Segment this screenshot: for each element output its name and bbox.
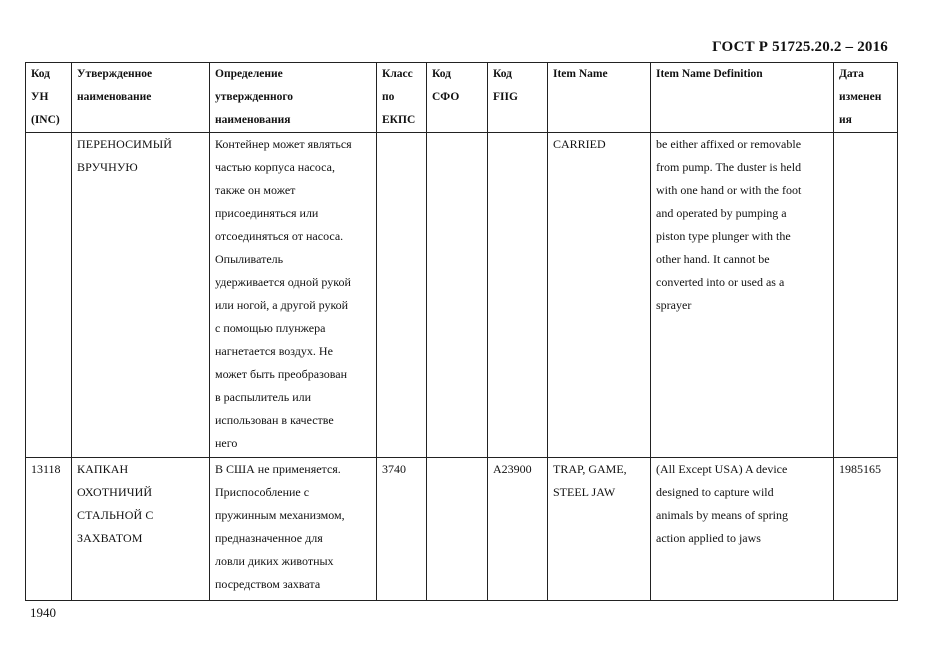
cell-approved-name [72,458,210,601]
header-line: утвержденного [215,91,294,103]
header-sfo-code [427,63,488,133]
cell-line: с помощью плунжера [215,321,326,335]
header-line: наименование [77,91,152,103]
cell-line: пружинным механизмом, [215,508,345,522]
header-inc [26,63,72,133]
document-code: ГОСТ Р 51725.20.2 – 2016 [712,39,888,55]
header-definition [210,63,377,133]
header-line: (INC) [31,114,60,126]
cell-approved-name [72,133,210,458]
cell-inc [26,133,72,458]
cell-definition [210,458,377,601]
cell-line: в распылитель или [215,390,312,404]
header-line: Код [432,68,452,80]
header-change-date [834,63,898,133]
cell-line: STEEL JAW [553,485,616,499]
cell-line: СТАЛЬНОЙ С [77,508,154,522]
header-fiig-code [488,63,548,133]
table-row [26,458,898,601]
cell-line: присоединяться или [215,206,319,220]
header-item-name-definition [651,63,834,133]
cell-line: В США не применяется. [215,462,341,476]
cell-ekps-class [377,458,427,601]
cell-change-date [834,458,898,601]
cell-item-name [548,458,651,601]
cell-line: TRAP, GAME, [553,462,627,476]
cell-item-name [548,133,651,458]
header-line: Код [493,68,513,80]
cell-line: with one hand or with the foot [656,183,802,197]
cell-inc [26,458,72,601]
table-header-row [26,63,898,133]
cell-line: нагнетается воздух. Не [215,344,333,358]
cell-line: удерживается одной рукой [215,275,351,289]
header-line: Код [31,68,51,80]
header-line: Item Name Definition [656,68,763,80]
header-ekps-class [377,63,427,133]
header-line: FIIG [493,91,518,103]
table-row [26,133,898,458]
cell-line: and operated by pumping a [656,206,787,220]
cell-fiig-code [488,458,548,601]
header-line: УН [31,91,49,103]
header-line: Утвержденное [77,68,153,80]
header-line: по [382,91,395,103]
cell-line: A23900 [493,462,532,476]
cell-line: частью корпуса насоса, [215,160,335,174]
header-line: Класс [382,68,413,80]
cell-line: КАПКАН [77,462,129,476]
header-line: наименования [215,114,291,126]
header-line: СФО [432,91,460,103]
cell-line: sprayer [656,298,692,312]
header-line: Дата [839,68,864,80]
cell-line: be either affixed or removable [656,137,802,151]
cell-line: ЗАХВАТОМ [77,531,143,545]
cell-line: action applied to jaws [656,531,761,545]
cell-line: ПЕРЕНОСИМЫЙ [77,137,173,151]
header-line: ия [839,114,852,126]
cell-line: (All Except USA) A device [656,462,788,476]
cell-line: animals by means of spring [656,508,788,522]
cell-line: piston type plunger with the [656,229,791,243]
cell-line: предназначенное для [215,531,323,545]
cell-line: использован в качестве [215,413,334,427]
page-number: 1940 [30,605,56,620]
cell-line: 3740 [382,462,406,476]
cell-line: CARRIED [553,137,606,151]
cell-line: Опыливатель [215,252,284,266]
cell-change-date [834,133,898,458]
cell-line: Контейнер может являться [215,137,352,151]
cell-line: него [215,436,238,450]
cell-line: отсоединяться от насоса. [215,229,344,243]
cell-line: other hand. It cannot be [656,252,770,266]
cell-line: может быть преобразован [215,367,347,381]
cell-fiig-code [488,133,548,458]
classification-table [25,62,898,601]
cell-line: Приспособление с [215,485,310,499]
header-line: Определение [215,68,283,80]
header-line: ЕКПС [382,114,416,126]
cell-line: 1985165 [839,462,881,476]
cell-line: ВРУЧНУЮ [77,160,138,174]
cell-item-name-definition [651,458,834,601]
cell-line: ловли диких животных [215,554,334,568]
header-line: Item Name [553,68,608,80]
cell-line: 13118 [31,462,61,476]
cell-definition [210,133,377,458]
cell-line: designed to capture wild [656,485,774,499]
cell-line: или ногой, а другой рукой [215,298,349,312]
cell-line: посредством захвата [215,577,321,591]
cell-line: from pump. The duster is held [656,160,802,174]
cell-line: также он может [215,183,296,197]
header-line: изменен [839,91,882,103]
cell-item-name-definition [651,133,834,458]
cell-line: ОХОТНИЧИЙ [77,485,153,499]
cell-line: converted into or used as a [656,275,785,289]
cell-sfo-code [427,458,488,601]
header-approved-name [72,63,210,133]
cell-ekps-class [377,133,427,458]
cell-sfo-code [427,133,488,458]
header-item-name [548,63,651,133]
